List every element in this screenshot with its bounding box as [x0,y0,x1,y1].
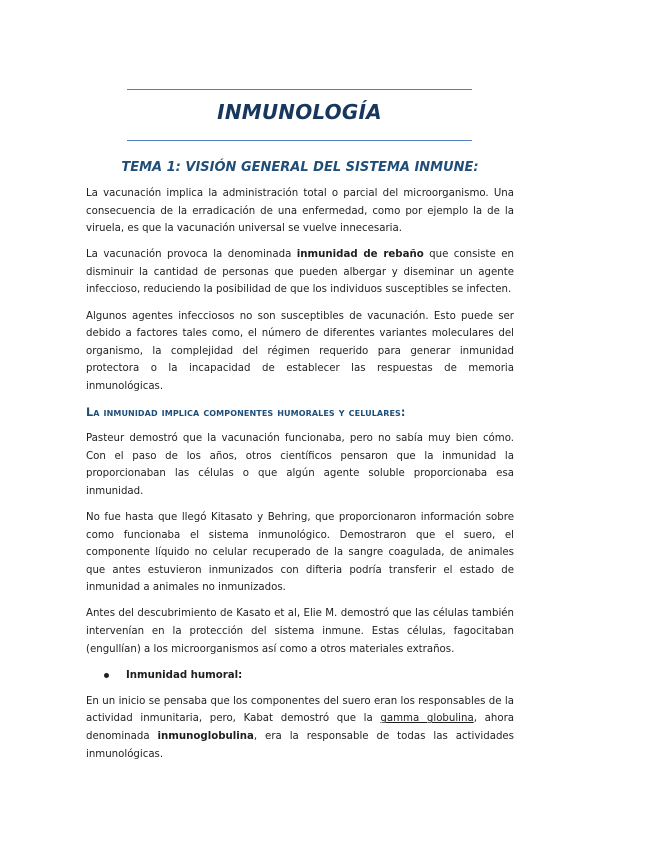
paragraph-text: La vacunación provoca la denominada [86,249,297,261]
paragraph-text: que consiste en disminuir la cantidad de personas que pueden albergar y diseminar un agente infeccioso, reduciendo la posibilidad de que los individuos susceptibles se infecten. [86,249,514,296]
title-bottom-rule [127,140,472,141]
paragraph-text: , era la responsable de todas las actividades inmunológicas. [86,731,514,760]
paragraph-non-vaccinable: Algunos agentes infecciosos no son susceptibles de vacunación. Esto puede ser debido a factores tales como, el número de diferentes variantes moleculares del organismo, la complejidad del régimen requerido para generar inmunidad protectora o la incapacidad de establecer las respuestas de memoria inmunológicas. [86,310,514,392]
term-gamma-globulin: gamma globulina [380,713,474,725]
document-body [86,185,514,772]
bullet-label: Inmunidad humoral: [126,669,243,681]
title-top-rule [127,89,472,90]
chapter-title: TEMA 1: VISIÓN GENERAL DEL SISTEMA INMUNE: [121,160,479,175]
paragraph-herd-immunity [86,246,514,299]
bullet-icon [104,673,109,678]
paragraph-kitasato: No fue hasta que llegó Kitasato y Behring, que proporcionaron información sobre como funcionaba el sistema inmunológico. Demostraron que el suero, el componente líquido no celular recuperado de la sangre coagulada, de animales que antes estuvieron inmunizados con difteria podría transferir el estado de inmunidad a animales no inmunizados. [86,512,514,594]
paragraph-text: , ahora denominada [86,713,514,743]
paragraph-pasteur: Pasteur demostró que la vacunación funcionaba, pero no sabía muy bien cómo. Con el paso de los años, otros científicos pensaron que la inmunidad la proporcionaban las células o que algún agente soluble proporcionaba esa inmunidad. [86,433,514,497]
paragraph-text: En un inicio se pensaba que los componentes del suero eran los responsables de la actividad inmunitaria, pero, Kabat demostró que la [86,695,514,725]
page-title: INMUNOLOGÍA [217,100,382,124]
paragraph-vaccination: La vacunación implica la administración total o parcial del microorganismo. Una consecuencia de la erradicación de una enfermedad, como por ejemplo la de la viruela, es que la vacunación universal se vuelve innecesaria. [86,188,514,235]
paragraph-humoral [86,693,514,763]
bullet-item [104,667,514,685]
paragraph-cells: Antes del descubrimiento de Kasato et al, Elie M. demostró que las células también intervenían en la protección del sistema inmune. Estas células, fagocitaban (engullían) a los microorganismos así como a otros materiales extraños. [86,608,514,655]
section-heading: La inmunidad implica componentes humorales y celulares: [86,406,406,420]
term-herd-immunity: inmunidad de rebaño [296,249,424,261]
term-immunoglobulin: inmunoglobulina [157,731,254,743]
